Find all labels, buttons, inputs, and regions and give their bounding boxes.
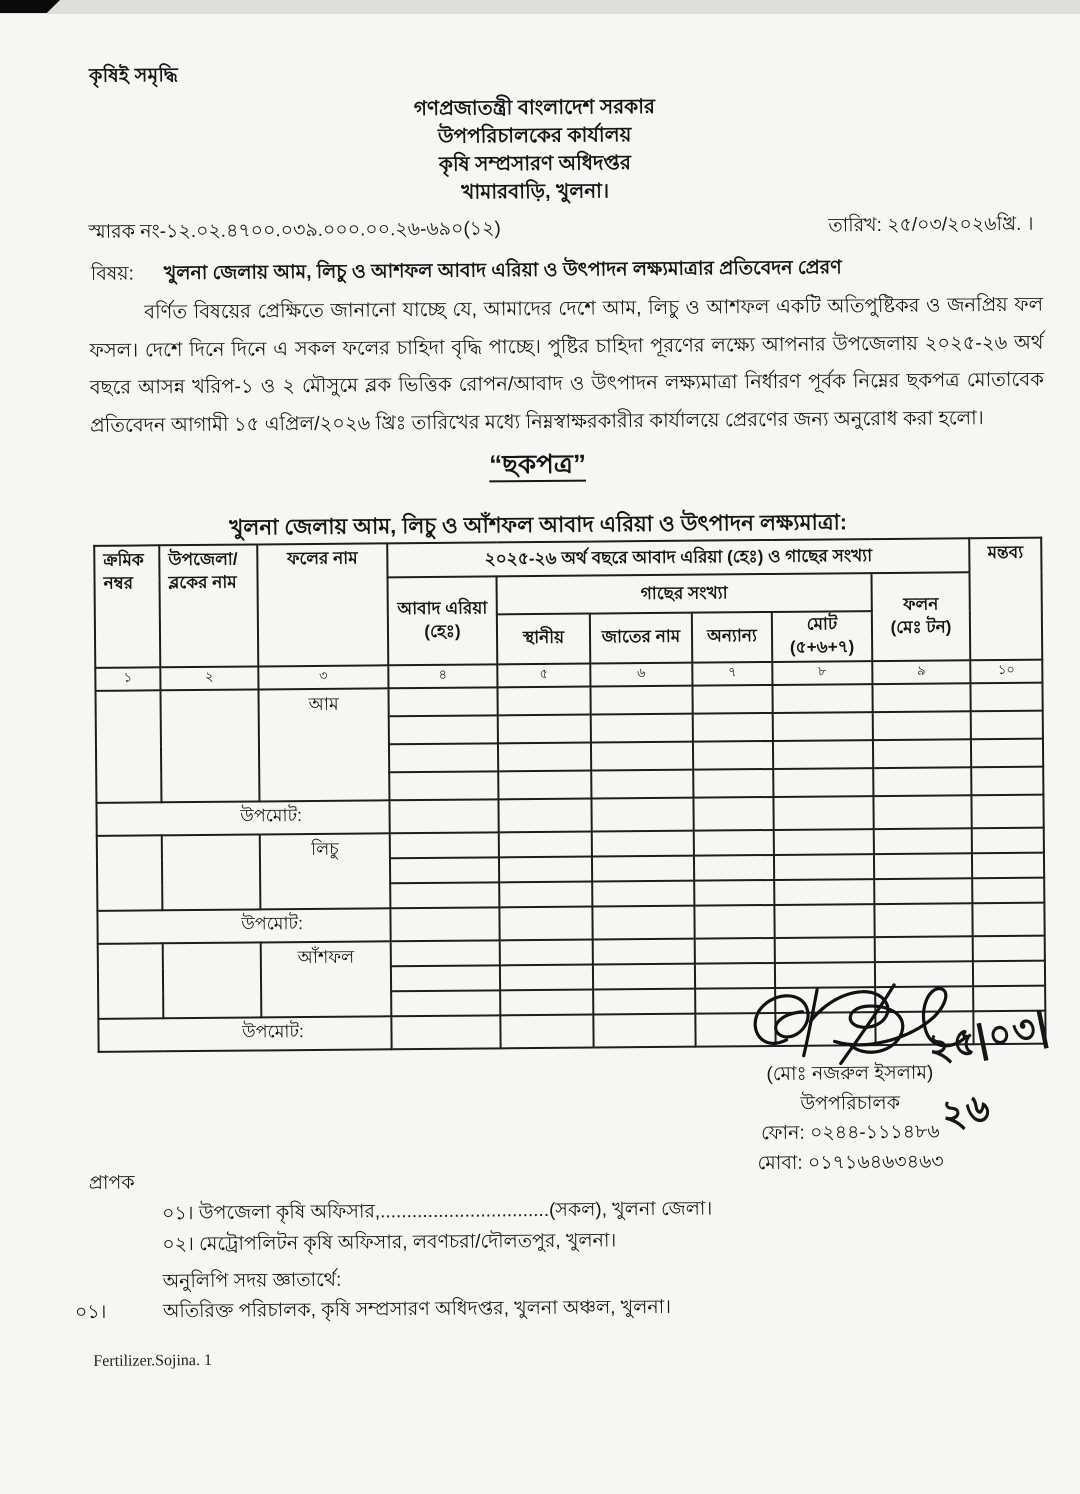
subject-row bbox=[91, 252, 1034, 292]
header-area: আবাদ এরিয়া (হেঃ) bbox=[388, 576, 498, 665]
empty-data-cell bbox=[971, 738, 1043, 767]
header-yield: ফলন (মেঃ টন) bbox=[871, 572, 970, 661]
subtotal-label: উপমোট: bbox=[98, 1016, 391, 1052]
empty-data-cell bbox=[391, 940, 500, 966]
empty-data-cell bbox=[389, 743, 498, 772]
signatory-name: (মোঃ নজরুল ইসলাম) bbox=[766, 1062, 934, 1086]
empty-data-cell bbox=[499, 906, 592, 940]
empty-data-cell bbox=[972, 877, 1044, 903]
header-remarks: মন্তব্য bbox=[969, 538, 1042, 660]
empty-data-cell bbox=[390, 882, 499, 908]
column-number-cell: ৫ bbox=[497, 663, 590, 687]
header-fruit-name: ফলের নাম bbox=[257, 543, 388, 666]
empty-data-cell bbox=[590, 686, 692, 715]
serial-cell bbox=[95, 690, 161, 803]
letterhead-office: উপপরিচালকের কার্যালয় bbox=[437, 124, 632, 148]
letterhead-government: গণপ্রজাতন্ত্রী বাংলাদেশ সরকার bbox=[413, 95, 656, 121]
empty-data-cell bbox=[973, 960, 1045, 986]
empty-data-cell bbox=[592, 831, 694, 857]
empty-data-cell bbox=[391, 1015, 500, 1049]
header-serial: ক্রমিক নম্বর bbox=[94, 545, 160, 667]
empty-data-cell bbox=[591, 770, 693, 799]
recipient-item: ০২। মেট্রোপলিটন কৃষি অফিসার, লবণচরা/দৌলতপুর, খুলনা। bbox=[162, 1230, 617, 1256]
subtotal-label: উপমোট: bbox=[96, 800, 389, 836]
copy-item-number: ০১। bbox=[74, 1301, 107, 1324]
empty-data-cell bbox=[500, 964, 593, 990]
empty-data-cell bbox=[498, 714, 591, 743]
empty-data-cell bbox=[971, 794, 1043, 828]
empty-data-cell bbox=[390, 832, 499, 858]
column-number-cell: ৬ bbox=[590, 663, 692, 687]
empty-data-cell bbox=[873, 711, 971, 740]
empty-data-cell bbox=[972, 827, 1044, 853]
empty-data-cell bbox=[591, 714, 693, 743]
empty-data-cell bbox=[693, 769, 773, 798]
empty-data-cell bbox=[694, 880, 774, 906]
empty-data-cell bbox=[694, 905, 774, 939]
serial-cell bbox=[97, 835, 163, 911]
column-number-cell: ৩ bbox=[258, 665, 388, 689]
column-number-cell: ৪ bbox=[388, 664, 497, 688]
header-year-span: ২০২৫-২৬ অর্থ বছরে আবাদ এরিয়া (হেঃ) ও গাছের সংখ্যা bbox=[387, 538, 969, 577]
empty-data-cell bbox=[971, 766, 1043, 795]
signatory-mobile: মোবা: ০১৭১৬৪৬৩৪৬৩ bbox=[757, 1150, 944, 1174]
empty-data-cell bbox=[875, 936, 973, 962]
header-total: মোট (৫+৬+৭) bbox=[772, 611, 872, 662]
empty-data-cell bbox=[872, 683, 970, 712]
column-number-cell: ১ bbox=[95, 667, 160, 691]
fruit-name-cell: লিচু bbox=[260, 833, 391, 909]
empty-data-cell bbox=[591, 742, 693, 771]
report-form-table bbox=[93, 537, 1046, 1053]
column-number-cell: ১০ bbox=[970, 659, 1042, 683]
empty-data-cell bbox=[972, 852, 1044, 878]
empty-data-cell bbox=[873, 739, 971, 768]
upazila-cell bbox=[162, 834, 261, 910]
handwritten-date: ২৫|০৩|২৬ bbox=[924, 1003, 1054, 1139]
empty-data-cell bbox=[874, 903, 972, 937]
header-variety: জাতের নাম bbox=[590, 613, 692, 664]
empty-data-cell bbox=[390, 857, 499, 883]
recipient-list bbox=[162, 1194, 713, 1261]
empty-data-cell bbox=[772, 684, 872, 713]
empty-data-cell bbox=[592, 906, 694, 940]
empty-data-cell bbox=[497, 686, 590, 715]
empty-data-cell bbox=[775, 937, 875, 963]
empty-data-cell bbox=[498, 798, 591, 832]
letterhead-address: খামারবাড়ি, খুলনা। bbox=[461, 180, 610, 204]
header-upazila: উপজেলা/ ব্লকের নাম bbox=[159, 544, 258, 667]
copy-heading: অনুলিপি সদয় জ্ঞাতার্থে: bbox=[162, 1269, 342, 1293]
empty-data-cell bbox=[499, 831, 592, 857]
empty-data-cell bbox=[773, 712, 873, 741]
table-head bbox=[94, 538, 1042, 668]
empty-data-cell bbox=[694, 855, 774, 881]
empty-data-cell bbox=[498, 770, 591, 799]
column-number-cell: ৮ bbox=[772, 661, 872, 685]
empty-data-cell bbox=[692, 685, 772, 714]
letterhead bbox=[0, 89, 1075, 210]
empty-data-cell bbox=[693, 713, 773, 742]
empty-data-cell bbox=[774, 829, 874, 855]
empty-data-cell bbox=[693, 797, 773, 831]
empty-data-cell bbox=[592, 881, 694, 907]
memo-row bbox=[88, 210, 1033, 250]
form-title: “ছকপত্র” bbox=[489, 448, 587, 480]
empty-data-cell bbox=[773, 740, 873, 769]
document-footer: Fertilizer.Sojina. 1 bbox=[93, 1351, 213, 1370]
empty-data-cell bbox=[500, 989, 593, 1015]
empty-data-cell bbox=[971, 710, 1043, 739]
empty-data-cell bbox=[390, 907, 499, 941]
header-local: স্থানীয় bbox=[497, 614, 590, 665]
fruit-name-cell: আঁশফল bbox=[261, 941, 392, 1017]
empty-data-cell bbox=[874, 828, 972, 854]
table-caption: খুলনা জেলায় আম, লিচু ও আঁশফল আবাদ এরিয়া ও উৎপাদন লক্ষ্যমাত্রা: bbox=[229, 510, 848, 540]
empty-data-cell bbox=[499, 856, 592, 882]
empty-data-cell bbox=[498, 742, 591, 771]
empty-data-cell bbox=[874, 878, 972, 904]
empty-data-cell bbox=[774, 904, 874, 938]
letterhead-department: কৃষি সম্প্রসারণ অধিদপ্তর bbox=[438, 152, 632, 176]
letter-date: তারিখ: ২৫/০৩/২০২৬খ্রি. । bbox=[828, 213, 1034, 237]
empty-data-cell bbox=[499, 881, 592, 907]
column-number-cell: ২ bbox=[160, 666, 258, 690]
signatory-phone: ফোন: ০২৪৪-১১১৪৮৬ bbox=[760, 1121, 940, 1145]
empty-data-cell bbox=[591, 798, 693, 832]
column-number-cell: ৯ bbox=[872, 660, 970, 684]
empty-data-cell bbox=[873, 795, 971, 829]
signatory-designation: উপপরিচালক bbox=[800, 1092, 901, 1115]
copy-item: অতিরিক্ত পরিচালক, কৃষি সম্প্রসারণ অধিদপ্তর, খুলনা অঞ্চল, খুলনা। bbox=[162, 1296, 672, 1323]
empty-data-cell bbox=[388, 687, 497, 716]
empty-data-cell bbox=[774, 879, 874, 905]
header-tree-count: গাছের সংখ্যা bbox=[497, 573, 872, 614]
empty-data-cell bbox=[970, 682, 1042, 711]
fruit-name-cell: আম bbox=[258, 688, 389, 801]
empty-data-cell bbox=[592, 856, 694, 882]
empty-data-cell bbox=[389, 771, 498, 800]
header-others: অন্যান্য bbox=[692, 612, 772, 663]
upazila-cell bbox=[160, 689, 259, 802]
empty-data-cell bbox=[973, 935, 1045, 961]
empty-data-cell bbox=[695, 938, 775, 964]
empty-data-cell bbox=[391, 990, 500, 1016]
empty-data-cell bbox=[500, 939, 593, 965]
subject-label: বিষয়: bbox=[90, 263, 134, 285]
column-number-cell: ৭ bbox=[692, 662, 772, 686]
empty-data-cell bbox=[773, 768, 873, 797]
empty-data-cell bbox=[593, 1014, 695, 1048]
empty-data-cell bbox=[389, 799, 498, 833]
empty-data-cell bbox=[391, 965, 500, 991]
serial-cell bbox=[98, 943, 164, 1019]
empty-data-cell bbox=[593, 964, 695, 990]
slogan-text: কৃষিই সমৃদ্ধি bbox=[89, 65, 179, 87]
recipient-item: ০১। উপজেলা কৃষি অফিসার,................................(সকল), খুলনা জেলা। bbox=[161, 1198, 713, 1225]
empty-data-cell bbox=[972, 902, 1044, 936]
empty-data-cell bbox=[389, 715, 498, 744]
empty-data-cell bbox=[593, 989, 695, 1015]
subtotal-label: উপমোট: bbox=[97, 908, 390, 944]
empty-data-cell bbox=[694, 830, 774, 856]
empty-data-cell bbox=[593, 939, 695, 965]
recipients-heading: প্রাপক bbox=[88, 1172, 135, 1194]
empty-data-cell bbox=[693, 741, 773, 770]
empty-data-cell bbox=[774, 854, 874, 880]
empty-data-cell bbox=[500, 1014, 593, 1048]
empty-data-cell bbox=[773, 796, 873, 830]
body-paragraph: বর্ণিত বিষয়ের প্রেক্ষিতে জানানো যাচ্ছে যে, আমাদের দেশে আম, লিচু ও আশফল একটি অতিপুষ্টিকর ও জনপ্রিয় ফল ফসল। দেশে দিনে দিনে এ সকল ফলের চাহিদা বৃদ্ধি পাচ্ছে। পুষ্টির চাহিদা পূরণের লক্ষ্যে আপনার উপজেলায় ২০২৫-২৬ অর্থ বছরে আসন্ন খরিপ-১ ও ২ মৌসুমে ব্লক ভিত্তিক রোপন/আবাদ ও উৎপাদন লক্ষ্যমাত্রা নির্ধারণ পূর্বক নিম্নের ছকপত্র মোতাবেক প্রতিবেদন আগামী ১৫ এপ্রিল/২০২৬ খ্রিঃ তারিখের মধ্যে নিম্নস্বাক্ষরকারীর কার্যালয়ে প্রেরণের জন্য অনুরোধ করা হলো। bbox=[89, 293, 1044, 437]
upazila-cell bbox=[163, 942, 262, 1018]
memo-number: স্মারক নং-১২.০২.৪৭০০.০৩৯.০০০.০০.২৬-৬৯০(১২) bbox=[88, 218, 501, 243]
subject-text: খুলনা জেলায় আম, লিচু ও আশফল আবাদ এরিয়া ও উৎপাদন লক্ষ্যমাত্রার প্রতিবেদন প্রেরণ bbox=[163, 257, 842, 285]
empty-data-cell bbox=[873, 767, 971, 796]
empty-data-cell bbox=[874, 853, 972, 879]
